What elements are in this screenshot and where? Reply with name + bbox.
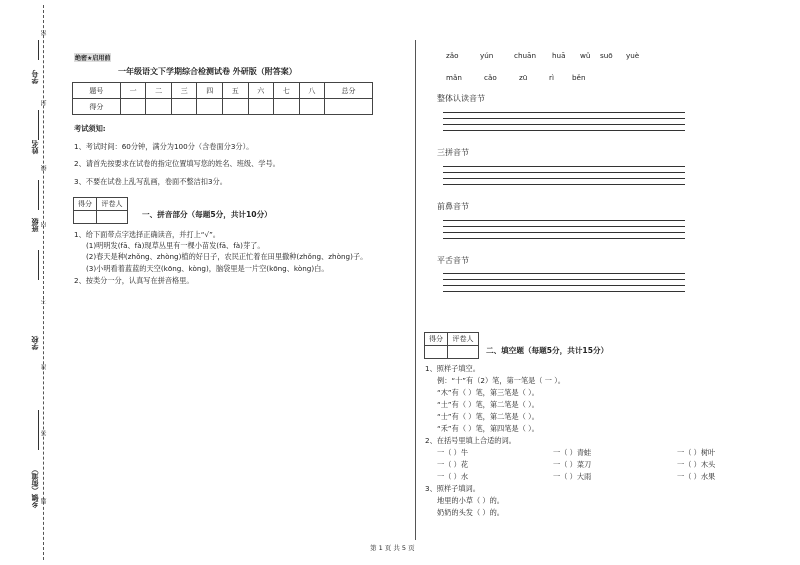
pinyin-word: yuè [626,51,640,60]
table-cell: 三 [171,83,197,99]
secret-label: 绝密★启用前 [75,55,111,62]
table-cell: 二 [146,83,172,99]
question-line: (2)春天是种(zhǒng、zhòng)植的好日子，农民正忙着在田里撒种(zhǒng、zhòng)子。 [86,252,368,261]
table-cell: 五 [222,83,248,99]
pinyin-word: wǔ [580,51,591,60]
pinyin-word: zū [519,73,528,82]
question-line: “士”有（ ）笔，第二笔是（ ）。 [437,412,539,421]
binding-mark: 题 [41,498,48,504]
table-cell: 七 [274,83,300,99]
table-row [73,99,373,115]
defen-label: 得分 [74,198,97,211]
fill-blank: 一（ ）青蛙 [553,448,592,457]
score-input-cell[interactable] [197,99,223,115]
fill-blank: 一（ ）菜刀 [553,460,592,469]
table-cell: 得分 [73,99,121,115]
note-item: 1、考试时间：60分钟，满分为100分（含卷面分3分）。 [74,142,254,151]
class-label: 班级 [31,218,39,232]
score-input-cell[interactable] [248,99,274,115]
pinyin-word: yún [480,51,494,60]
score-table [72,82,373,115]
question-line: (3)小明看着蓝蓝的天空(kōng、kòng)，脑袋里是一片空(kōng、kòng)白。 [86,264,329,273]
page-footer: 第 1 页 共 5 页 [370,544,415,552]
question-line: 2、按类分一分，认真写在拼音格里。 [74,276,194,285]
category-label: 平舌音节 [437,256,469,265]
question-line: 3、照样子填词。 [425,484,480,493]
pinyin-word: běn [572,73,586,82]
township-label: 乡镇（街道） [31,466,39,508]
score-input-cell[interactable] [222,99,248,115]
question-line: 1、给下面带点字选择正确读音，并打上“√”。 [74,230,220,239]
pinyin-word: huā [552,51,566,60]
binding-mark: 封 [41,100,48,106]
fill-blank: 一（ ）大雨 [553,472,592,481]
fill-blank: 一（ ）树叶 [677,448,716,457]
category-label: 三拼音节 [437,148,469,157]
column-divider [415,40,416,540]
question-line: “木”有（ ）笔，第三笔是（ ）。 [437,388,539,397]
score-input-cell[interactable] [299,99,325,115]
pingjuanren-input[interactable] [448,346,479,359]
pinyin-word: mǎn [446,73,462,82]
binding-mark: 不 [41,298,48,304]
table-cell: 总分 [325,83,373,99]
fill-blank: 一（ ）木头 [677,460,716,469]
table-cell: 题号 [73,83,121,99]
name-label: 姓名 [31,140,39,154]
table-cell: 六 [248,83,274,99]
note-item: 2、请首先按要求在试卷的指定位置填写您的姓名、班级、学号。 [74,159,280,168]
pingjuanren-label: 评卷人 [97,198,128,211]
question-line: 例：“十”有（2）笔，第一笔是（ 一 ）。 [437,376,565,385]
binding-dashed-line [43,5,44,560]
defen-label: 得分 [425,333,448,346]
binding-mark: 线 [41,165,48,171]
score-input-cell[interactable] [146,99,172,115]
student-id-label: 学号 [31,70,39,84]
question-line: “土”有（ ）笔，第二笔是（ ）。 [437,400,539,409]
fill-blank: 一（ ）水果 [677,472,716,481]
section2-scorebox [424,332,479,359]
question-line: 奶奶的头发（ ）的。 [437,508,504,517]
category-label: 整体认读音节 [437,94,485,103]
score-input-cell[interactable] [274,99,300,115]
blank-underline [38,40,39,60]
score-input-cell[interactable] [325,99,373,115]
category-label: 前鼻音节 [437,202,469,211]
binding-mark: 内 [41,222,48,228]
pinyin-word: zǎo [446,51,459,60]
notes-heading: 考试须知: [74,124,106,133]
pinyin-word: suō [600,51,613,60]
section1-title: 一、拼音部分（每题5分，共计10分） [142,210,272,219]
defen-input[interactable] [74,211,97,224]
question-line: “禾”有（ ）笔，第四笔是（ ）。 [437,424,539,433]
section2-title: 二、填空题（每题5分，共计15分） [486,346,609,355]
binding-mark: 密 [41,30,48,36]
fill-blank: 一（ ）花 [437,460,469,469]
school-label: 学校 [31,336,39,350]
fill-blank: 一（ ）牛 [437,448,469,457]
pinyin-word: rì [549,73,554,82]
section1-scorebox [73,197,128,224]
question-line: (1)明明发(fā、fà)现草丛里有一棵小苗发(fā、fà)芽了。 [86,241,265,250]
pinyin-word: chuān [514,51,537,60]
blank-underline [38,410,39,450]
page-title: 一年级语文下学期综合检测试卷 外研版（附答案） [118,67,297,76]
blank-underline [38,110,39,140]
blank-underline [38,250,39,280]
table-cell: 一 [120,83,146,99]
blank-underline [38,180,39,210]
note-item: 3、不要在试卷上乱写乱画，卷面不整洁扣3分。 [74,177,227,186]
pinyin-word: cǎo [484,73,497,82]
fill-blank: 一（ ）水 [437,472,469,481]
pingjuanren-input[interactable] [97,211,128,224]
score-input-cell[interactable] [120,99,146,115]
question-line: 地里的小草（ ）的。 [437,496,504,505]
defen-input[interactable] [425,346,448,359]
score-input-cell[interactable] [171,99,197,115]
table-cell: 八 [299,83,325,99]
table-cell: 四 [197,83,223,99]
table-row [73,83,373,99]
binding-mark: 答 [41,430,48,436]
question-line: 2、在括号里填上合适的词。 [425,436,516,445]
pingjuanren-label: 评卷人 [448,333,479,346]
question-line: 1、照样子填空。 [425,364,480,373]
binding-mark: 准 [41,364,48,370]
